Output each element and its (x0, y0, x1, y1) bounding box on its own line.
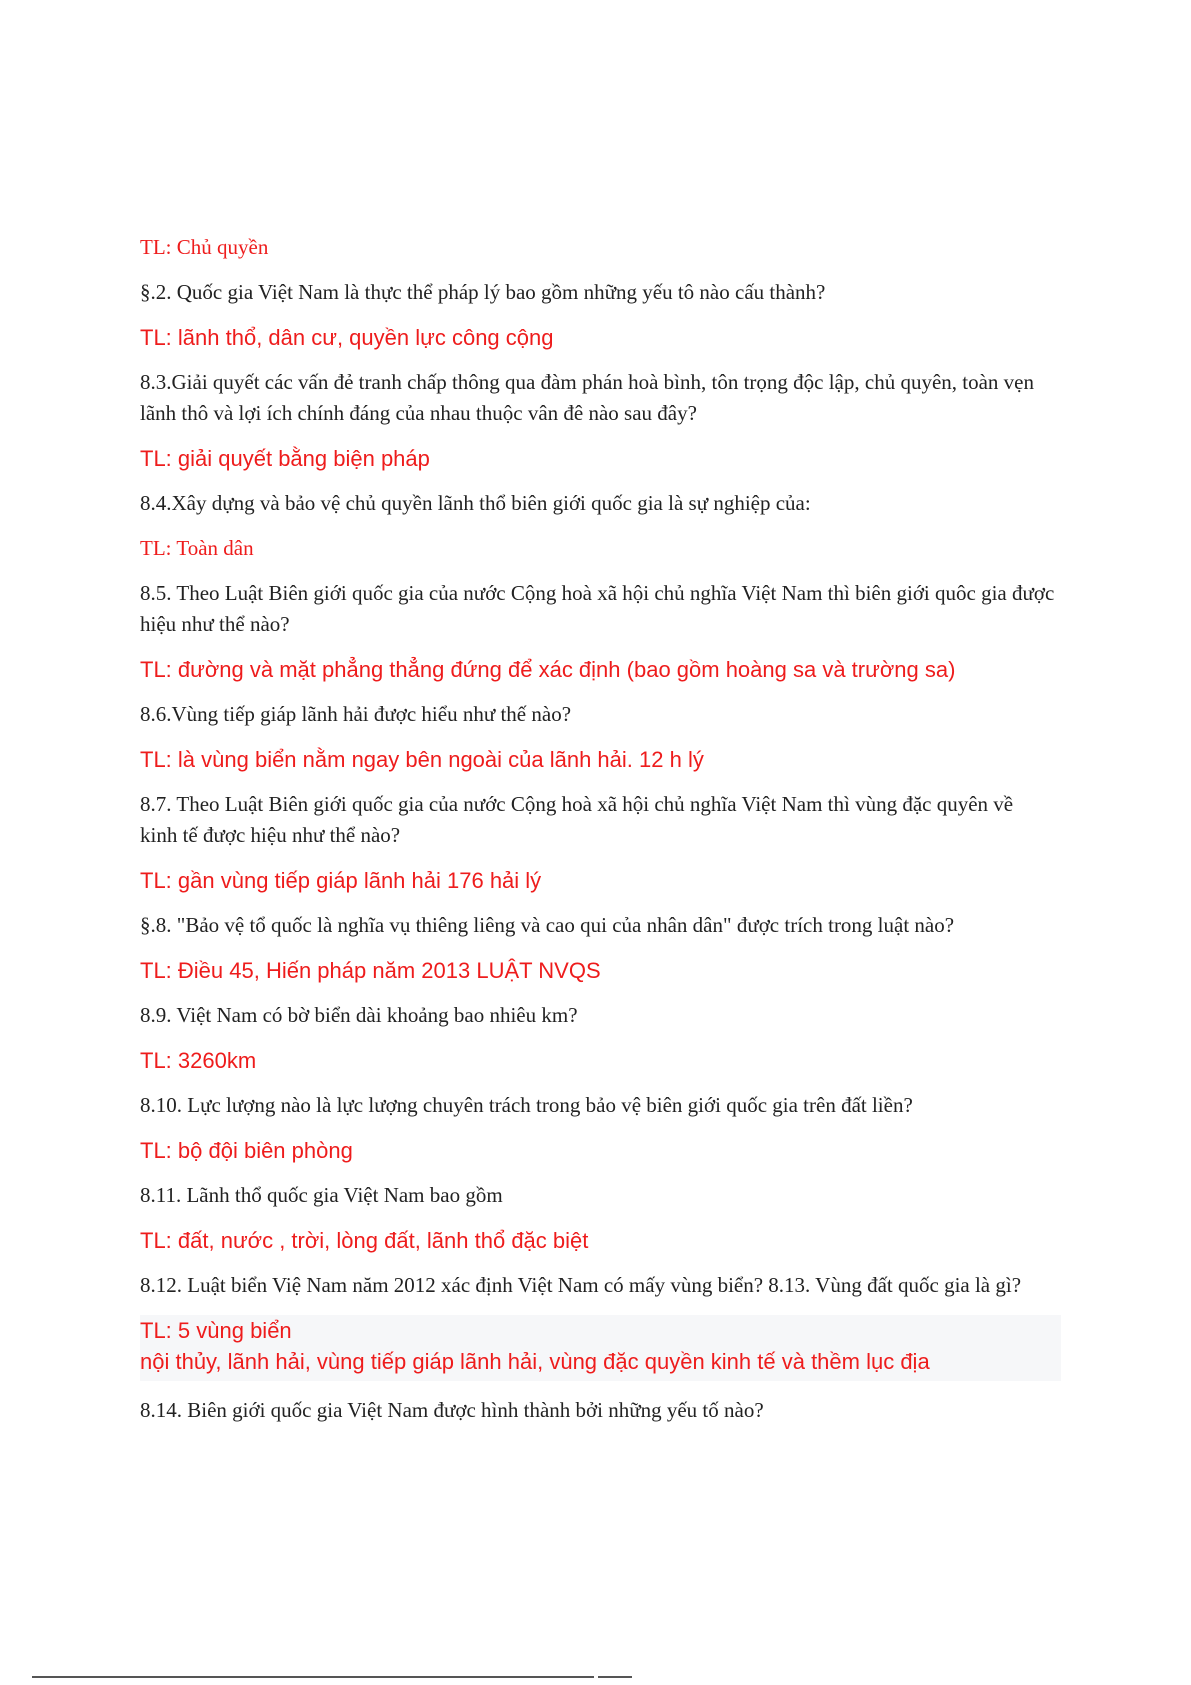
answer-text (140, 654, 1055, 685)
answer-line: TL: lãnh thổ, dân cư, quyền lực công cộng (140, 325, 554, 350)
question-text: 8.9. Việt Nam có bờ biển dài khoảng bao nhiêu km? (140, 1003, 578, 1027)
answer-line: TL: 5 vùng biển (140, 1318, 292, 1343)
qa-list (140, 232, 1055, 1440)
answer-line: TL: gần vùng tiếp giáp lãnh hải 176 hải lý (140, 868, 542, 893)
answer-line: TL: Toàn dân (140, 536, 254, 560)
question-text: 8.14. Biên giới quốc gia Việt Nam được hình thành bởi những yếu tố nào? (140, 1398, 764, 1422)
answer-text (140, 1315, 1061, 1381)
answer-text (140, 865, 1055, 896)
answer-text (140, 533, 1055, 564)
footer-rule (32, 1676, 594, 1678)
answer-text (140, 232, 1055, 263)
answer-text (140, 1135, 1055, 1166)
answer-text (140, 744, 1055, 775)
answer-text (140, 443, 1055, 474)
question-text: 8.5. Theo Luật Biên giới quốc gia của nước Cộng hoà xã hội chủ nghĩa Việt Nam thì biên giới quôc gia được hiệu như thể nào? (140, 581, 1055, 636)
answer-text (140, 1225, 1055, 1256)
question-text: 8.4.Xây dựng và bảo vệ chủ quyền lãnh thổ biên giới quốc gia là sự nghiệp của: (140, 491, 811, 515)
question-text: §.2. Quốc gia Việt Nam là thực thể pháp lý bao gồm những yếu tô nào cấu thành? (140, 280, 826, 304)
answer-line: TL: đất, nước , trời, lòng đất, lãnh thổ đặc biệt (140, 1228, 589, 1253)
answer-text (140, 1045, 1055, 1076)
answer-line: TL: đường và mặt phẳng thẳng đứng để xác định (bao gồm hoàng sa và trường sa) (140, 657, 956, 682)
question-text: 8.7. Theo Luật Biên giới quốc gia của nước Cộng hoà xã hội chủ nghĩa Việt Nam thì vùng đặc quyên về kinh tế được hiệu như thể nào? (140, 792, 1014, 847)
answer-line: TL: giải quyết bằng biện pháp (140, 446, 430, 471)
question-text: 8.11. Lãnh thổ quốc gia Việt Nam bao gồm (140, 1183, 503, 1207)
question-text: 8.12. Luật biển Việ Nam năm 2012 xác định Việt Nam có mấy vùng biển? 8.13. Vùng đất quốc gia là gì? (140, 1273, 1022, 1297)
answer-line: nội thủy, lãnh hải, vùng tiếp giáp lãnh hải, vùng đặc quyền kinh tế và thềm lục địa (140, 1349, 930, 1374)
question-text: 8.6.Vùng tiếp giáp lãnh hải được hiểu như thế nào? (140, 702, 572, 726)
answer-text (140, 955, 1055, 986)
answer-line: TL: Chủ quyền (140, 235, 269, 259)
answer-line: TL: bộ đội biên phòng (140, 1138, 353, 1163)
answer-line: TL: Điều 45, Hiến pháp năm 2013 LUẬT NVQS (140, 958, 601, 983)
answer-text (140, 322, 1055, 353)
question-text: 8.3.Giải quyết các vấn đẻ tranh chấp thông qua đàm phán hoà bình, tôn trọng độc lập, chủ quyên, toàn vẹn lãnh thô và lợi ích chính đáng của nhau thuộc vân đê nào sau đây? (140, 370, 1034, 425)
question-text: 8.10. Lực lượng nào là lực lượng chuyên trách trong bảo vệ biên giới quốc gia trên đất liền? (140, 1093, 913, 1117)
footer-rule-short (598, 1676, 632, 1678)
answer-line: TL: 3260km (140, 1048, 257, 1073)
answer-line: TL: là vùng biển nằm ngay bên ngoài của lãnh hải. 12 h lý (140, 747, 704, 772)
question-text: §.8. "Bảo vệ tổ quốc là nghĩa vụ thiêng liêng và cao qui của nhân dân" được trích trong luật nào? (140, 913, 955, 937)
